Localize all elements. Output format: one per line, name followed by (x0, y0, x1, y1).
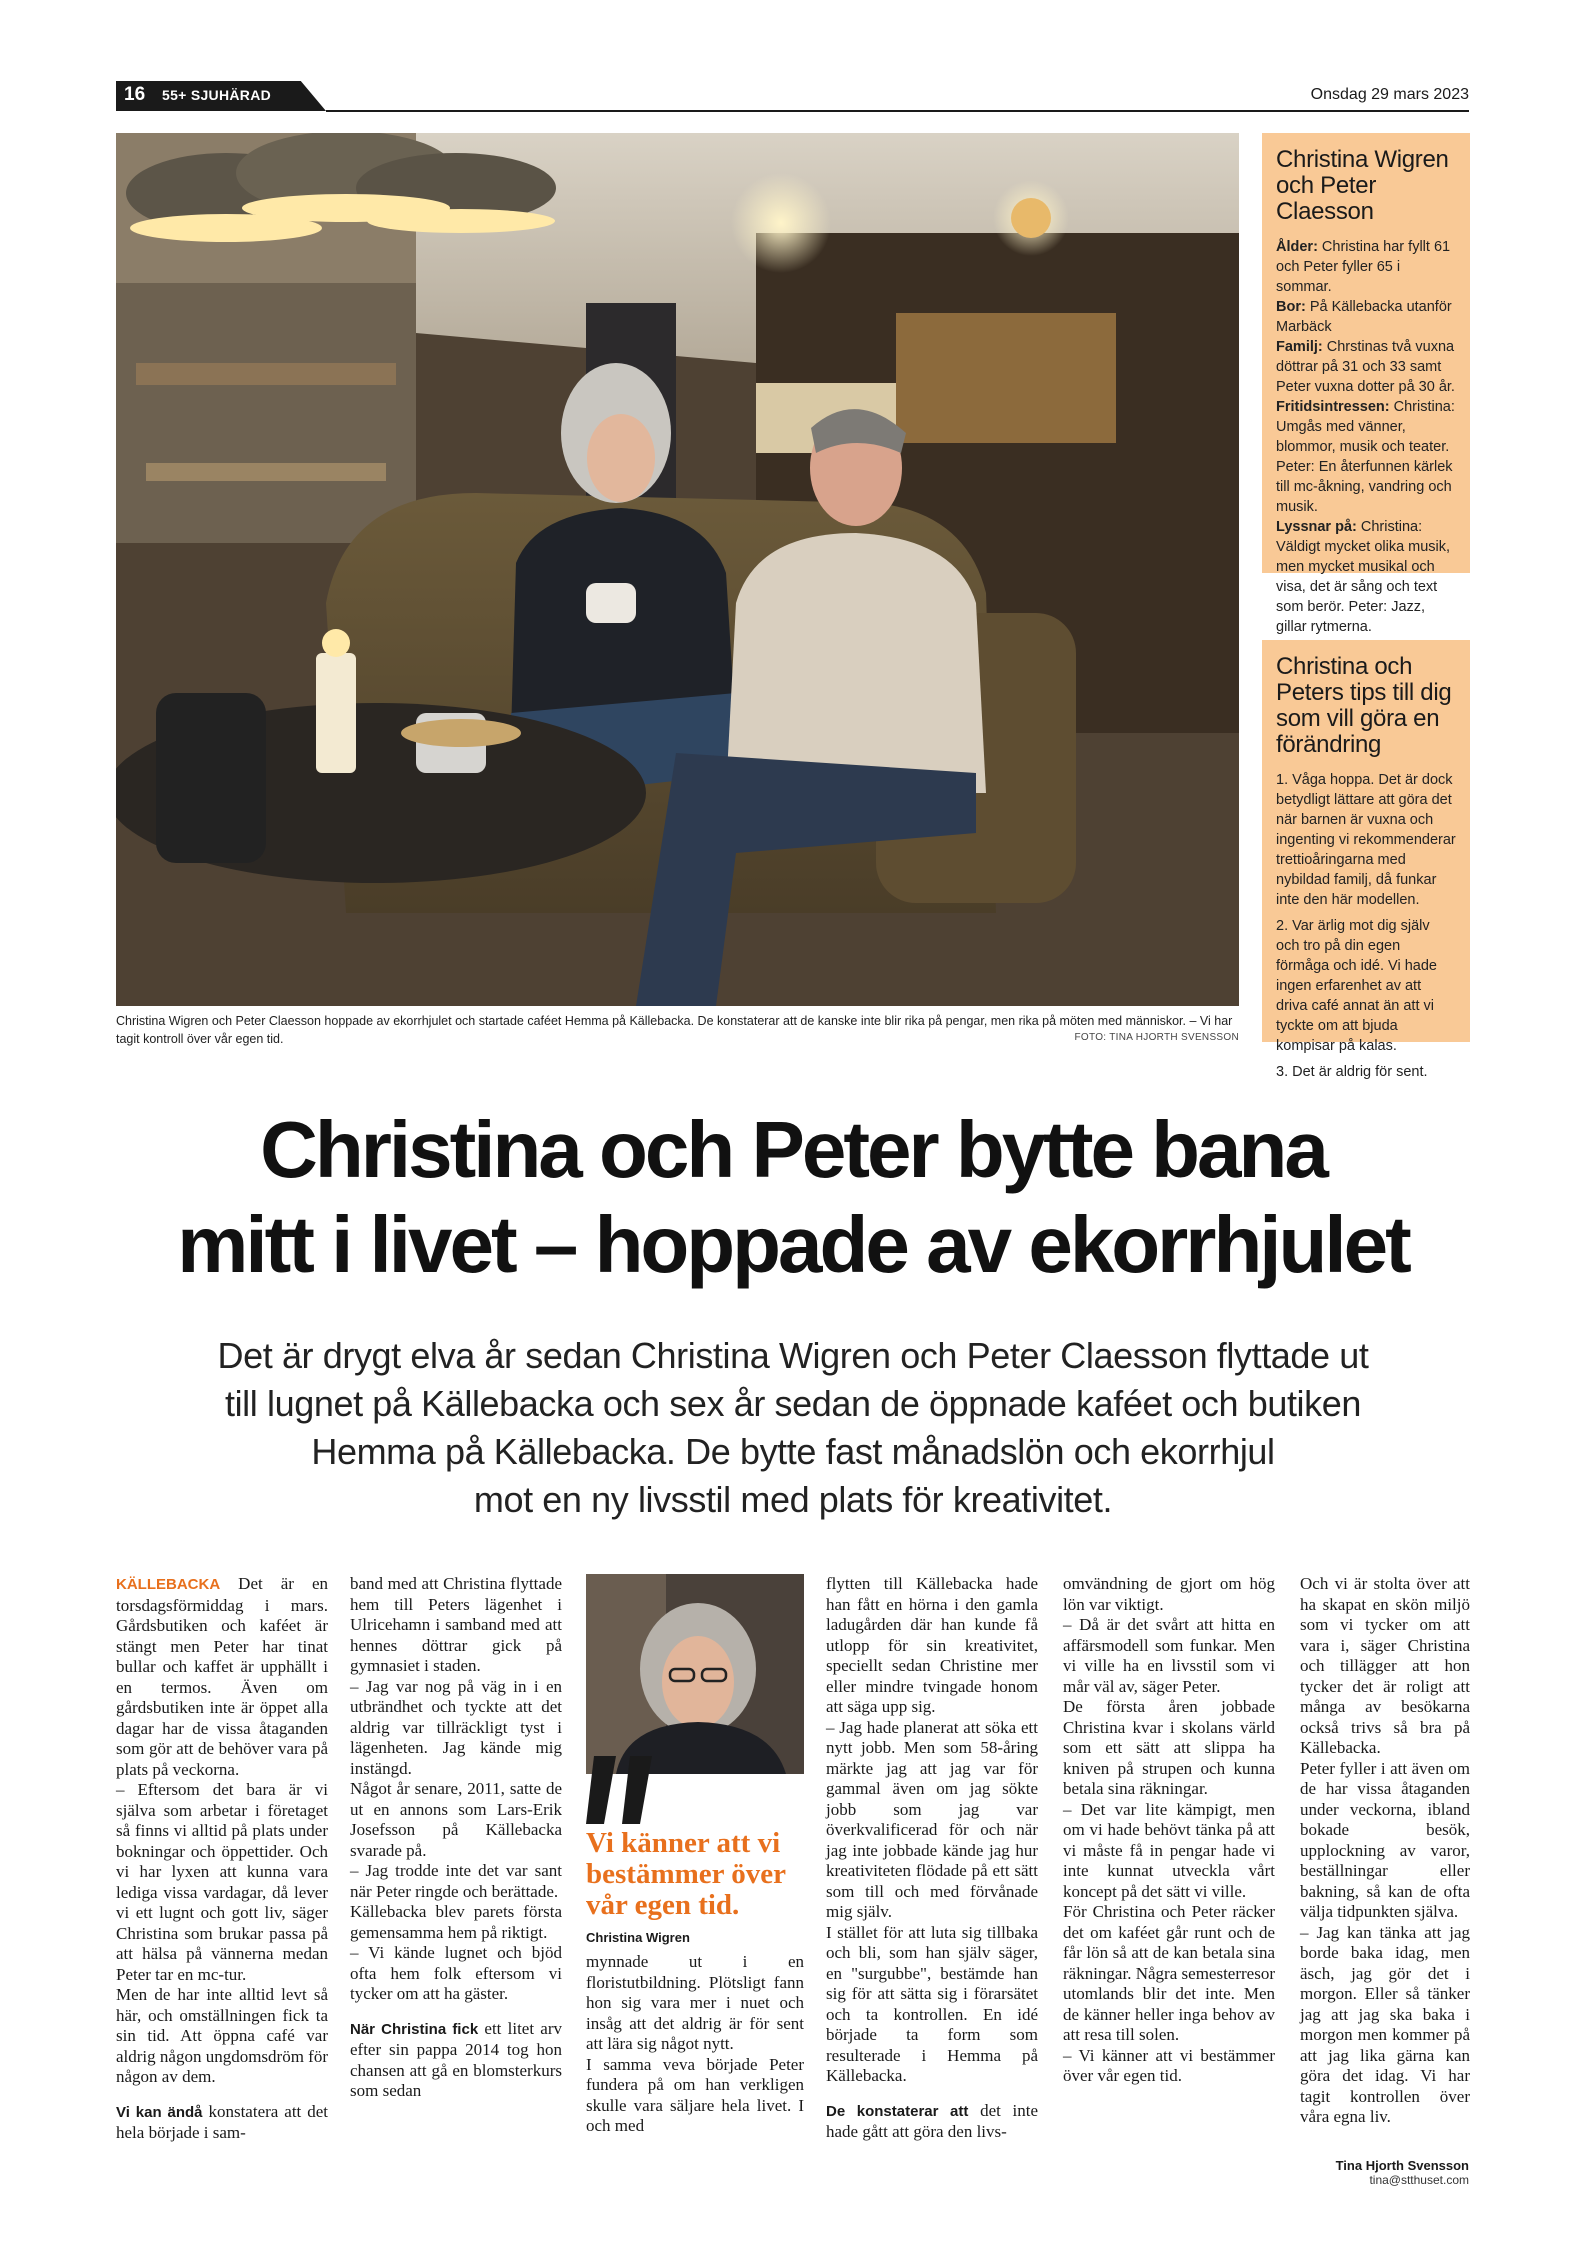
body-column-2 (350, 1574, 562, 2102)
body-column-4 (826, 1574, 1038, 2143)
fact-residence: Bor: På Källebacka utanför Marbäck (1276, 299, 1452, 335)
paragraph: För Christina och Peter räcker det om kaféet går runt och de får lön så att de kan betala sina räkningar. Några semesterresor utomlands blir det inte. Men de känner heller inga behov av att resa till solen. (1063, 1902, 1275, 2044)
headline-line: mitt i livet – hoppade av ekorrhjulet (177, 1200, 1409, 1289)
section-name: 55+ SJUHÄRAD (162, 87, 272, 103)
pull-quote-attribution: Christina Wigren (586, 1930, 690, 1945)
factbox-profile-title: Christina Wigren och Peter Claesson (1276, 146, 1449, 225)
paragraph: flytten till Källebacka hade han fått en hörna i den gamla ladugården där han kunde få utlopp för sin kreativitet, speciellt sedan Christine mer eller mindre tvingade honom att säga upp sig. (826, 1574, 1038, 1716)
paragraph: Och vi är stolta över att ha skapat en skön miljö som vi tycker om att vara i, säger Christina och tillägger att hon tycker det är roligt att många av besökarna också trivs så bra på Källebacka. (1300, 1574, 1470, 1757)
paragraph-lead: De konstaterar att (826, 2102, 969, 2120)
body-column-3 (586, 1952, 804, 2137)
header-rule (326, 110, 1469, 112)
photo-caption: Christina Wigren och Peter Claesson hoppade av ekorrhjulet och startade caféet Hemma på Källebacka. De konstaterar att de kanske inte blir rika på pengar, men rika på möten med människor. – Vi har tagit kontroll över vår egen tid. (116, 1014, 1233, 1046)
ingress-line: Hemma på Källebacka. De bytte fast månadslön och ekorrhjul (311, 1431, 1275, 1472)
dateline: KÄLLEBACKA (116, 1576, 221, 1593)
paragraph: mynnade ut i en floristutbildning. Plötsligt fann hon sig vara mer i nuet och insåg att det aldrig är för sent att lära sig något nytt. (586, 1952, 804, 2053)
ingress-line: Det är drygt elva år sedan Christina Wigren och Peter Claesson flyttade ut (217, 1335, 1369, 1376)
paragraph: – Vi kände lugnet och bjöd ofta hem folk eftersom vi tycker om att ha gäster. (350, 1943, 562, 2003)
tip-item: 2. Var ärlig mot dig själv och tro på din egen förmåga och idé. Vi hade ingen erfarenhet av att driva café annat än att vi tyckte om att bjuda kompisar på kalas. (1276, 918, 1437, 1054)
article-headline (116, 1102, 1470, 1292)
paragraph: band med att Christina flyttade hem till Peters lägenhet i Ulricehamn i samband med att hennes döttrar gick på gymnasiet i staden. (350, 1574, 562, 1675)
author-email[interactable]: tina@stthuset.com (1369, 2173, 1469, 2187)
paragraph: – Jag hade planerat att söka ett nytt jobb. Men som 58-åring märkte jag att jag var för gammal även om jag sökte jobb som jag var överkvalificerad för och när jag inte jobbade kände jag hur kreativiteten flödade på ett sätt som till och med förvånade mig själv. (826, 1717, 1038, 1921)
pull-quote: Vi känner att vi bestämmer över vår egen tid. (586, 1827, 786, 1921)
quote-mark-icon (586, 1752, 666, 1832)
paragraph: – Vi känner att vi bestämmer över vår egen tid. (1063, 2045, 1275, 2085)
portrait-photo (586, 1574, 804, 1774)
photo-credit: FOTO: TINA HJORTH SVENSSON (1074, 1032, 1239, 1043)
issue-date: Onsdag 29 mars 2023 (1310, 86, 1469, 103)
factbox-profile-body (1276, 237, 1456, 637)
paragraph: De konstaterar att det inte hade gått att göra den livs- (826, 2100, 1038, 2141)
paragraph-lead: Vi kan ändå (116, 2103, 203, 2121)
factbox-profile (1262, 133, 1470, 635)
page-number: 16 (124, 84, 146, 105)
paragraph: De första åren jobbade Christina kvar i skolans värld som ett sätt att slippa ha kniven på strupen och kunna betala sina räkningar. (1063, 1697, 1275, 1798)
ingress-line: till lugnet på Källebacka och sex år sedan de öppnade kaféet och butiken (224, 1383, 1361, 1424)
christina-portrait (586, 1574, 804, 1774)
body-column-5 (1063, 1574, 1275, 2087)
paragraph: Källebacka blev parets första gemensamma hem på riktigt. (350, 1902, 562, 1942)
headline-line: Christina och Peter bytte bana (260, 1105, 1326, 1194)
paragraph: – Det var lite kämpigt, men om vi hade behövt tänka på att vi måste få in pengar hade vi inte kunnat utveckla vårt koncept på det sätt vi ville. (1063, 1799, 1275, 1901)
paragraph: – Då är det svårt att hitta en affärsmodell som funkar. Men vi ville ha en livsstil som vi mår väl av, säger Peter. (1063, 1615, 1275, 1696)
main-photo (116, 133, 1239, 1006)
paragraph-lead: När Christina fick (350, 2020, 479, 2038)
paragraph: Vi kan ändå konstatera att det hela började i sam- (116, 2101, 329, 2142)
byline (1336, 2158, 1469, 2187)
paragraph: När Christina fick ett litet arv efter sin pappa 2014 tog hon chansen att gå en blomsterkurs som sedan (350, 2018, 562, 2100)
paragraph: omvändning de gjort om hög lön var viktigt. (1063, 1574, 1275, 1614)
paragraph: – Jag var nog på väg in i en utbrändhet och tyckte att det aldrig var tillräckligt tyst i lägenheten. Jag kände mig instängd. (350, 1676, 562, 1778)
paragraph: Peter fyller i att även om de har vissa åtaganden under veckorna, ibland bokade besök, upplockning av varor, beställningar eller bakning, så kan de ofta välja tidpunkten själva. (1300, 1758, 1470, 1921)
ingress-line: mot en ny livsstil med plats för kreativitet. (473, 1479, 1113, 1520)
body-column-6 (1300, 1574, 1470, 2128)
paragraph: I samma veva började Peter fundera på om han verkligen skulle vara säljare hela livet. I och med (586, 2054, 804, 2135)
factbox-tips-title: Christina och Peters tips till dig som vill göra en förändring (1276, 653, 1452, 758)
fact-age: Ålder: Christina har fyllt 61 och Peter fyller 65 i sommar. (1276, 239, 1451, 295)
tip-item: 1. Våga hoppa. Det är dock betydligt lättare att göra det när barnen är vuxna och ingenting vi rekommenderar trettioåringarna med nybildad familj, då funkar inte den här modellen. (1276, 772, 1456, 908)
paragraph: – Jag trodde inte det var sant när Peter ringde och berättade. (350, 1861, 562, 1901)
paragraph: I stället för att luta sig tillbaka och bli, som han själv säger, en "surgubbe", bestämde han sig för att sätta sig i förarsätet och ta kontrollen. En idé började ta form som resulterade i Hemma på Källebacka. (826, 1922, 1038, 2085)
author-name: Tina Hjorth Svensson (1335, 2158, 1469, 2173)
tip-item: 3. Det är aldrig för sent. (1276, 1064, 1428, 1080)
article-ingress (116, 1332, 1470, 1524)
paragraph: Något år senare, 2011, satte de ut en annons som Lars-Erik Josefsson på Källebacka svarade på. (350, 1779, 562, 1860)
fact-listens: Lyssnar på: Christina: Väldigt mycket olika musik, men mycket musikal och visa, det är sång och text som berör. Peter: Jazz, gillar rytmerna. (1276, 519, 1451, 635)
factbox-tips-body (1276, 770, 1456, 1082)
paragraph: – Jag kan tänka att jag borde baka idag, men äsch, jag gör det i morgon. Eller så tänker jag att jag ska baka i morgon men kommer på att jag lika gärna kan göra det idag. Vi har tagit kontrollen över våra egna liv. (1300, 1922, 1470, 2126)
paragraph: – Eftersom det bara är vi själva som arbetar i företaget så finns vi alltid på plats under bokningar och öppettider. Och vi har lyxen att kunna vara lediga vissa vardagar, då lever vi ett lugnt och gott liv, säger Christina som brukar passa på att hälsa på vännerna medan Peter tar en mc-tur. (116, 1780, 328, 1984)
factbox-tips (1262, 640, 1470, 1080)
body-column-1 (116, 1574, 328, 2144)
paragraph: KÄLLEBACKA Det är en torsdagsförmiddag i mars. Gårdsbutiken och kaféet är stängt men Peter har tinat bullar och kaffet är upphällt i en termos. Även om gårdsbutiken inte är öppet alla dagar har de vissa åtaganden som gör att de behöver vara på plats på veckorna. (116, 1574, 328, 1779)
cafe-interior-photo (116, 133, 1239, 1006)
fact-family: Familj: Chrstinas två vuxna döttrar på 31 och 33 samt Peter vuxna dotter på 30 år. (1276, 339, 1455, 395)
fact-hobbies: Fritidsintressen: Christina: Umgås med vänner, blommor, musik och teater. Peter: En återfunnen kärlek till mc-åkning, vandring och musik. (1276, 399, 1455, 515)
paragraph: Men de har inte alltid levt så här, och omställningen fick ta sin tid. Att öppna café var aldrig någon ungdomsdröm för någon av dem. (116, 1985, 328, 2086)
